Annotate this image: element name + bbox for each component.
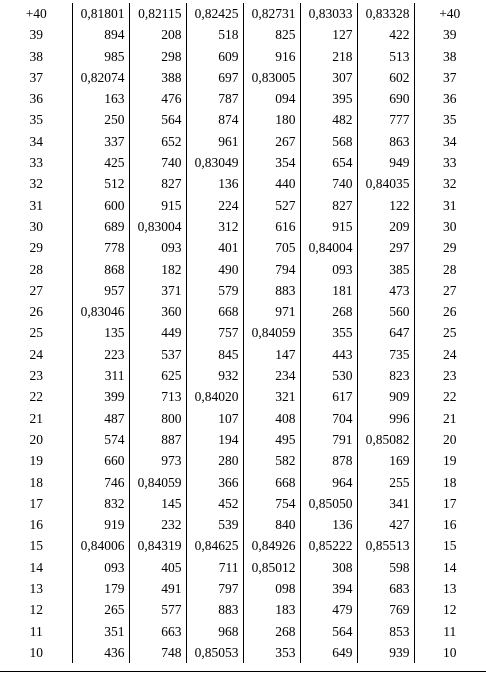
table-cell: 093 (72, 557, 129, 578)
table-row (1, 301, 485, 322)
table-cell: 427 (357, 514, 414, 535)
table-cell: 916 (243, 46, 300, 67)
table-cell: 354 (243, 152, 300, 173)
table-body (1, 3, 485, 663)
table-cell: 452 (186, 493, 243, 514)
table-row (1, 557, 485, 578)
table-row (1, 173, 485, 194)
table-cell: 0,84625 (186, 535, 243, 556)
table-cell: 647 (357, 322, 414, 343)
row-index-left: 39 (1, 24, 72, 45)
row-index-left: 11 (1, 621, 72, 642)
table-cell: 964 (300, 472, 357, 493)
table-cell: 0,83004 (129, 216, 186, 237)
row-index-right: 37 (414, 67, 485, 88)
table-cell: 145 (129, 493, 186, 514)
table-row (1, 152, 485, 173)
row-index-right: 33 (414, 152, 485, 173)
row-index-right: 25 (414, 322, 485, 343)
table-row (1, 344, 485, 365)
table-cell: 915 (129, 195, 186, 216)
table-cell: 440 (243, 173, 300, 194)
table-cell: 098 (243, 578, 300, 599)
table-cell: 183 (243, 599, 300, 620)
table-cell: 436 (72, 642, 129, 663)
row-index-left: 32 (1, 173, 72, 194)
table-cell: 307 (300, 67, 357, 88)
table-cell: 579 (186, 280, 243, 301)
table-cell: 654 (300, 152, 357, 173)
table-cell: 482 (300, 109, 357, 130)
table-cell: 823 (357, 365, 414, 386)
row-index-left: 38 (1, 46, 72, 67)
table-cell: 582 (243, 450, 300, 471)
row-index-right: 12 (414, 599, 485, 620)
table-cell: 0,84004 (300, 237, 357, 258)
table-cell: 539 (186, 514, 243, 535)
table-cell: 408 (243, 408, 300, 429)
table-cell: 280 (186, 450, 243, 471)
row-index-left: 18 (1, 472, 72, 493)
table-cell: 136 (186, 173, 243, 194)
row-index-right: 11 (414, 621, 485, 642)
table-cell: 495 (243, 429, 300, 450)
row-index-left: 12 (1, 599, 72, 620)
table-cell: 0,83033 (300, 3, 357, 24)
table-cell: 577 (129, 599, 186, 620)
table-row (1, 599, 485, 620)
row-index-right: 13 (414, 578, 485, 599)
table-cell: 683 (357, 578, 414, 599)
table-cell: 754 (243, 493, 300, 514)
row-index-right: 24 (414, 344, 485, 365)
table-cell: 598 (357, 557, 414, 578)
table-cell: 832 (72, 493, 129, 514)
table-cell: 668 (186, 301, 243, 322)
table-cell: 0,85082 (357, 429, 414, 450)
table-cell: 909 (357, 386, 414, 407)
table-cell: 746 (72, 472, 129, 493)
table-cell: 887 (129, 429, 186, 450)
table-cell: 490 (186, 259, 243, 280)
row-index-left: 14 (1, 557, 72, 578)
table-cell: 0,83005 (243, 67, 300, 88)
table-cell: 399 (72, 386, 129, 407)
table-cell: 422 (357, 24, 414, 45)
table-cell: 0,85513 (357, 535, 414, 556)
row-index-right: 20 (414, 429, 485, 450)
bottom-rule (0, 671, 486, 672)
row-index-left: 33 (1, 152, 72, 173)
table-cell: 512 (72, 173, 129, 194)
row-index-left: 20 (1, 429, 72, 450)
table-cell: 518 (186, 24, 243, 45)
table-cell: 757 (186, 322, 243, 343)
row-index-left: 28 (1, 259, 72, 280)
table-cell: 564 (300, 621, 357, 642)
table-cell: 209 (357, 216, 414, 237)
table-cell: 122 (357, 195, 414, 216)
table-row (1, 88, 485, 109)
table-cell: 777 (357, 109, 414, 130)
table-cell: 609 (186, 46, 243, 67)
table-row (1, 259, 485, 280)
table-row (1, 216, 485, 237)
table-cell: 617 (300, 386, 357, 407)
table-cell: 355 (300, 322, 357, 343)
table-cell: 163 (72, 88, 129, 109)
table-cell: 616 (243, 216, 300, 237)
table-cell: 181 (300, 280, 357, 301)
table-row (1, 408, 485, 429)
row-index-left: 17 (1, 493, 72, 514)
table-cell: 135 (72, 322, 129, 343)
table-row (1, 322, 485, 343)
table-cell: 107 (186, 408, 243, 429)
table-cell: 778 (72, 237, 129, 258)
row-index-right: 19 (414, 450, 485, 471)
table-cell: 649 (300, 642, 357, 663)
table-cell: 147 (243, 344, 300, 365)
row-index-left: 29 (1, 237, 72, 258)
table-cell: 527 (243, 195, 300, 216)
table-cell: 0,82425 (186, 3, 243, 24)
row-index-left: 15 (1, 535, 72, 556)
table-cell: 915 (300, 216, 357, 237)
table-cell: 0,84059 (243, 322, 300, 343)
table-cell: 0,84319 (129, 535, 186, 556)
table-cell: 513 (357, 46, 414, 67)
row-index-left: 13 (1, 578, 72, 599)
table-cell: 265 (72, 599, 129, 620)
table-row (1, 24, 485, 45)
table-cell: 223 (72, 344, 129, 365)
table-cell: 883 (243, 280, 300, 301)
table-cell: 894 (72, 24, 129, 45)
row-index-left: 24 (1, 344, 72, 365)
table-cell: 740 (300, 173, 357, 194)
table-cell: 487 (72, 408, 129, 429)
table-cell: 425 (72, 152, 129, 173)
row-index-left: 27 (1, 280, 72, 301)
table-cell: 255 (357, 472, 414, 493)
table-cell: 232 (129, 514, 186, 535)
table-cell: 574 (72, 429, 129, 450)
row-index-left: 25 (1, 322, 72, 343)
table-cell: 0,85222 (300, 535, 357, 556)
table-cell: 0,82074 (72, 67, 129, 88)
row-index-left: +40 (1, 3, 72, 24)
row-index-left: 31 (1, 195, 72, 216)
table-cell: 208 (129, 24, 186, 45)
log-table (1, 3, 485, 663)
table-cell: 312 (186, 216, 243, 237)
table-cell: 827 (129, 173, 186, 194)
table-cell: 0,83046 (72, 301, 129, 322)
row-index-right: 36 (414, 88, 485, 109)
table-cell: 371 (129, 280, 186, 301)
table-row (1, 237, 485, 258)
table-cell: 308 (300, 557, 357, 578)
table-cell: 473 (357, 280, 414, 301)
table-cell: 169 (357, 450, 414, 471)
row-index-right: 10 (414, 642, 485, 663)
table-cell: 093 (300, 259, 357, 280)
table-row (1, 642, 485, 663)
table-cell: 250 (72, 109, 129, 130)
row-index-left: 22 (1, 386, 72, 407)
table-cell: 853 (357, 621, 414, 642)
table-cell: 827 (300, 195, 357, 216)
table-cell: 401 (186, 237, 243, 258)
table-cell: 476 (129, 88, 186, 109)
table-cell: 735 (357, 344, 414, 365)
row-index-right: 29 (414, 237, 485, 258)
table-cell: 985 (72, 46, 129, 67)
table-row (1, 195, 485, 216)
table-cell: 405 (129, 557, 186, 578)
table-cell: 127 (300, 24, 357, 45)
table-row (1, 535, 485, 556)
table-cell: 537 (129, 344, 186, 365)
row-index-left: 35 (1, 109, 72, 130)
table-cell: 840 (243, 514, 300, 535)
table-cell: 268 (300, 301, 357, 322)
table-cell: 705 (243, 237, 300, 258)
table-row (1, 46, 485, 67)
table-cell: 878 (300, 450, 357, 471)
table-cell: 530 (300, 365, 357, 386)
row-index-right: 34 (414, 131, 485, 152)
table-cell: 968 (186, 621, 243, 642)
table-cell: 443 (300, 344, 357, 365)
row-index-right: 26 (414, 301, 485, 322)
table-row (1, 621, 485, 642)
table-row (1, 450, 485, 471)
table-cell: 341 (357, 493, 414, 514)
row-index-right: 30 (414, 216, 485, 237)
table-cell: 395 (300, 88, 357, 109)
table-cell: 932 (186, 365, 243, 386)
table-cell: 868 (72, 259, 129, 280)
table-cell: 385 (357, 259, 414, 280)
row-index-right: 35 (414, 109, 485, 130)
row-index-right: 31 (414, 195, 485, 216)
table-cell: 713 (129, 386, 186, 407)
row-index-right: 39 (414, 24, 485, 45)
row-index-right: 27 (414, 280, 485, 301)
table-cell: 697 (186, 67, 243, 88)
table-cell: 769 (357, 599, 414, 620)
row-index-right: 16 (414, 514, 485, 535)
table-cell: 491 (129, 578, 186, 599)
table-cell: 919 (72, 514, 129, 535)
table-cell: 224 (186, 195, 243, 216)
table-row (1, 131, 485, 152)
row-index-left: 19 (1, 450, 72, 471)
table-cell: 449 (129, 322, 186, 343)
table-cell: 267 (243, 131, 300, 152)
row-index-left: 30 (1, 216, 72, 237)
table-cell: 971 (243, 301, 300, 322)
row-index-left: 34 (1, 131, 72, 152)
table-cell: 748 (129, 642, 186, 663)
row-index-right: 22 (414, 386, 485, 407)
table-row (1, 109, 485, 130)
table-cell: 787 (186, 88, 243, 109)
table-cell: 388 (129, 67, 186, 88)
table-cell: 194 (186, 429, 243, 450)
table-cell: 961 (186, 131, 243, 152)
table-cell: 218 (300, 46, 357, 67)
row-index-right: 23 (414, 365, 485, 386)
table-cell: 0,85053 (186, 642, 243, 663)
row-index-right: +40 (414, 3, 485, 24)
table-cell: 479 (300, 599, 357, 620)
table-row (1, 386, 485, 407)
table-cell: 973 (129, 450, 186, 471)
table-cell: 740 (129, 152, 186, 173)
table-row (1, 472, 485, 493)
row-index-left: 23 (1, 365, 72, 386)
table-cell: 298 (129, 46, 186, 67)
row-index-left: 37 (1, 67, 72, 88)
table-cell: 800 (129, 408, 186, 429)
table-cell: 0,84059 (129, 472, 186, 493)
table-row (1, 429, 485, 450)
table-cell: 652 (129, 131, 186, 152)
table-cell: 0,82731 (243, 3, 300, 24)
table-cell: 704 (300, 408, 357, 429)
table-cell: 311 (72, 365, 129, 386)
table-cell: 568 (300, 131, 357, 152)
table-cell: 321 (243, 386, 300, 407)
table-cell: 351 (72, 621, 129, 642)
table-cell: 560 (357, 301, 414, 322)
table-cell: 360 (129, 301, 186, 322)
table-cell: 179 (72, 578, 129, 599)
table-row (1, 3, 485, 24)
row-index-right: 17 (414, 493, 485, 514)
table-cell: 0,81801 (72, 3, 129, 24)
row-index-right: 21 (414, 408, 485, 429)
table-cell: 794 (243, 259, 300, 280)
row-index-right: 15 (414, 535, 485, 556)
table-row (1, 578, 485, 599)
table-cell: 996 (357, 408, 414, 429)
table-cell: 0,84035 (357, 173, 414, 194)
row-index-right: 38 (414, 46, 485, 67)
table-cell: 660 (72, 450, 129, 471)
table-cell: 136 (300, 514, 357, 535)
table-cell: 093 (129, 237, 186, 258)
table-cell: 874 (186, 109, 243, 130)
table-cell: 353 (243, 642, 300, 663)
row-index-right: 28 (414, 259, 485, 280)
table-cell: 337 (72, 131, 129, 152)
table-row (1, 493, 485, 514)
table-cell: 0,83049 (186, 152, 243, 173)
table-cell: 825 (243, 24, 300, 45)
table-cell: 949 (357, 152, 414, 173)
table-row (1, 67, 485, 88)
table-cell: 791 (300, 429, 357, 450)
row-index-left: 10 (1, 642, 72, 663)
table-cell: 0,84006 (72, 535, 129, 556)
row-index-left: 16 (1, 514, 72, 535)
row-index-right: 18 (414, 472, 485, 493)
table-row (1, 280, 485, 301)
table-cell: 0,85012 (243, 557, 300, 578)
table-cell: 797 (186, 578, 243, 599)
table-cell: 625 (129, 365, 186, 386)
table-cell: 0,84020 (186, 386, 243, 407)
table-cell: 0,85050 (300, 493, 357, 514)
table-cell: 180 (243, 109, 300, 130)
table-cell: 0,82115 (129, 3, 186, 24)
table-cell: 711 (186, 557, 243, 578)
table-cell: 366 (186, 472, 243, 493)
table-cell: 394 (300, 578, 357, 599)
table-cell: 268 (243, 621, 300, 642)
table-cell: 845 (186, 344, 243, 365)
table-cell: 939 (357, 642, 414, 663)
table-row (1, 514, 485, 535)
table-cell: 564 (129, 109, 186, 130)
row-index-right: 14 (414, 557, 485, 578)
row-index-left: 36 (1, 88, 72, 109)
table-cell: 094 (243, 88, 300, 109)
table-cell: 689 (72, 216, 129, 237)
table-cell: 957 (72, 280, 129, 301)
table-cell: 863 (357, 131, 414, 152)
table-cell: 668 (243, 472, 300, 493)
table-cell: 297 (357, 237, 414, 258)
table-cell: 0,84926 (243, 535, 300, 556)
table-cell: 234 (243, 365, 300, 386)
table-cell: 883 (186, 599, 243, 620)
table-cell: 690 (357, 88, 414, 109)
row-index-left: 21 (1, 408, 72, 429)
table-row (1, 365, 485, 386)
table-cell: 663 (129, 621, 186, 642)
row-index-left: 26 (1, 301, 72, 322)
table-cell: 0,83328 (357, 3, 414, 24)
table-cell: 600 (72, 195, 129, 216)
table-cell: 602 (357, 67, 414, 88)
row-index-right: 32 (414, 173, 485, 194)
table-cell: 182 (129, 259, 186, 280)
